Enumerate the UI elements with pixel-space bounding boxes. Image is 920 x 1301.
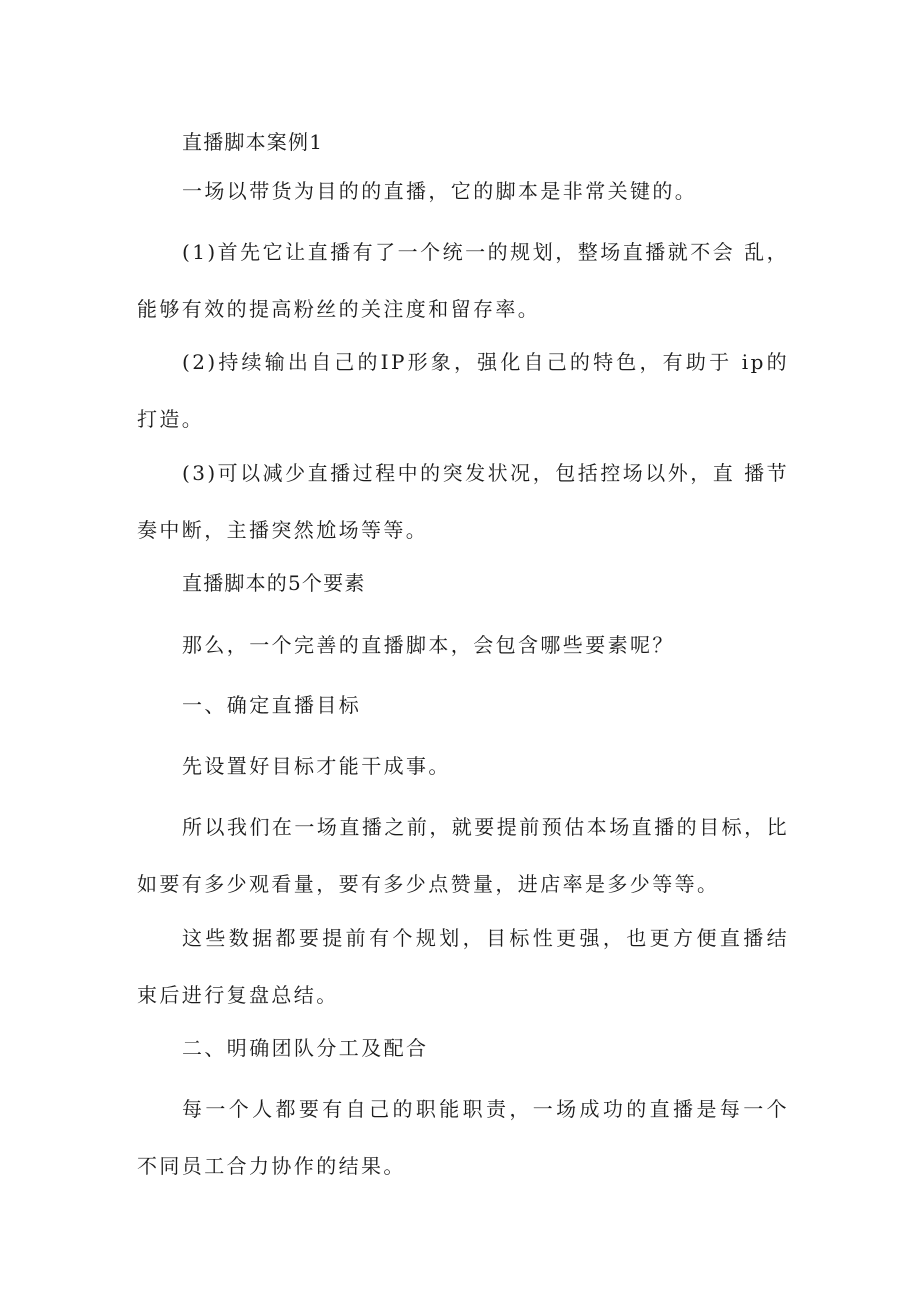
- paragraph-point-2: (2)持续输出自己的IP形象，强化自己的特色，有助于 ip的打造。: [137, 350, 789, 431]
- paragraph-point-1: (1)首先它让直播有了一个统一的规划，整场直播就不会 乱，能够有效的提高粉丝的关注度和留存率。: [137, 240, 789, 321]
- title-case-study: 直播脚本案例1: [182, 130, 324, 154]
- heading-team: 二、明确团队分工及配合: [182, 1036, 429, 1060]
- paragraph-goal-details: 所以我们在一场直播之前，就要提前预估本场直播的目标，比如要有多少观看量，要有多少点赞量，进店率是多少等等。: [137, 815, 789, 896]
- paragraph-intro: 一场以带货为目的的直播，它的脚本是非常关键的。: [182, 179, 698, 203]
- paragraph-goal-planning: 这些数据都要提前有个规划，目标性更强，也更方便直播结 束后进行复盘总结。: [137, 926, 789, 1007]
- paragraph-goal-first: 先设置好目标才能干成事。: [182, 754, 451, 778]
- paragraph-team: 每一个人都要有自己的职能职责，一场成功的直播是每一个 不同员工合力协作的结果。: [137, 1097, 789, 1178]
- paragraph-point-3: (3)可以减少直播过程中的突发状况，包括控场以外，直 播节奏中断，主播突然尬场等等。: [137, 461, 789, 542]
- heading-five-elements: 直播脚本的5个要素: [182, 571, 366, 595]
- heading-goal: 一、确定直播目标: [182, 693, 362, 717]
- paragraph-question: 那么，一个完善的直播脚本，会包含哪些要素呢？: [182, 633, 675, 657]
